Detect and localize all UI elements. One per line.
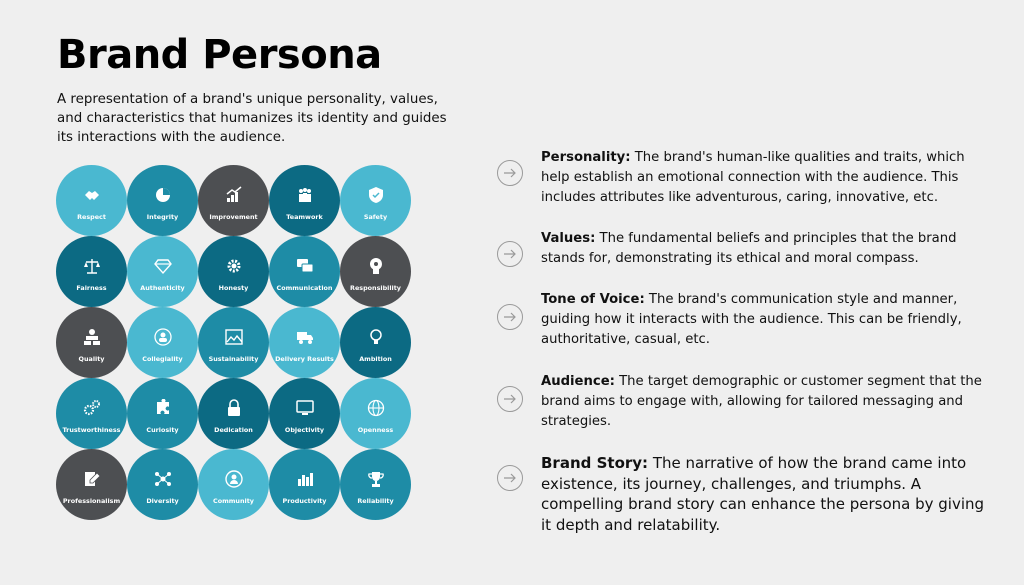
value-circle: [56, 449, 127, 520]
value-circle: [127, 449, 198, 520]
value-circle: [198, 449, 269, 520]
head-gear-icon: [367, 257, 385, 275]
value-label: Community: [213, 497, 254, 505]
arrow-right-icon: [497, 465, 523, 491]
definition-text: Audience: The target demographic or customer segment that the brand aims to engage with, allowing for tailored messaging and strategies.: [541, 374, 982, 429]
value-circle: [198, 236, 269, 307]
value-label: Teamwork: [286, 213, 323, 221]
value-circle: [269, 449, 340, 520]
value-label: Safety: [363, 213, 388, 221]
definition-text: Personality: The brand's human-like qualities and traits, which help establish an emotional connection with the audience. This includes attributes like adventurous, caring, innovative, etc.: [541, 150, 965, 205]
value-label: Respect: [77, 213, 106, 221]
value-label: Openness: [357, 426, 394, 434]
value-label: Ambition: [359, 355, 392, 363]
definition-term: Tone of Voice:: [541, 292, 645, 307]
monitor-icon: [296, 399, 314, 417]
landscape-icon: [225, 328, 243, 346]
value-label: Collegiality: [142, 355, 183, 363]
team-icon: [296, 186, 314, 204]
diamond-icon: [154, 257, 172, 275]
value-label: Communication: [276, 284, 333, 292]
bar-chart-icon: [296, 470, 314, 488]
definition-text: Brand Story: The narrative of how the brand came into existence, its journey, challenges, and triumphs. A compelling brand story can enhance the persona by giving it depth and relatability.: [541, 454, 985, 534]
value-label: Productivity: [282, 497, 327, 505]
page-title: Brand Persona: [57, 32, 382, 78]
person-podium-icon: [83, 328, 101, 346]
people-circle-icon: [154, 328, 172, 346]
value-label: Curiosity: [146, 426, 179, 434]
arrow-right-icon: [497, 304, 523, 330]
arrow-right-icon: [497, 241, 523, 267]
value-circle: [198, 378, 269, 449]
value-label: Diversity: [146, 497, 179, 505]
definition-text: Tone of Voice: The brand's communication style and manner, guiding how it interacts with the audience. This can be friendly, authoritative, casual, etc.: [541, 292, 962, 347]
value-circle: [56, 307, 127, 378]
value-label: Sustainability: [208, 355, 259, 363]
page-subtitle: A representation of a brand's unique personality, values, and characteristics that humanizes its identity and guides its interactions with the audience.: [57, 92, 447, 145]
value-circle: [340, 236, 411, 307]
definition-term: Brand Story:: [541, 454, 649, 472]
value-circle: [269, 165, 340, 236]
value-label: Fairness: [76, 284, 107, 292]
scales-icon: [83, 257, 101, 275]
definition-term: Values:: [541, 231, 596, 246]
puzzle-icon: [154, 399, 172, 417]
value-circle: [198, 307, 269, 378]
gears-icon: [83, 399, 101, 417]
value-label: Dedication: [214, 426, 253, 434]
truck-icon: [296, 328, 314, 346]
value-label: Improvement: [209, 213, 258, 221]
value-label: Objectivity: [284, 426, 325, 434]
value-circle: [127, 165, 198, 236]
lock-icon: [225, 399, 243, 417]
value-circle: [127, 378, 198, 449]
chat-icon: [296, 257, 314, 275]
growth-chart-icon: [225, 186, 243, 204]
value-label: Honesty: [218, 284, 249, 292]
value-circle: [269, 236, 340, 307]
trophy-icon: [367, 470, 385, 488]
value-circle: [127, 307, 198, 378]
value-circle: [340, 307, 411, 378]
value-circle: [269, 378, 340, 449]
value-label: Reliability: [357, 497, 394, 505]
value-label: Delivery Results: [275, 355, 334, 363]
value-circle: [56, 378, 127, 449]
value-circle: [198, 165, 269, 236]
definition-term: Personality:: [541, 150, 631, 165]
value-label: Trustworthiness: [62, 426, 121, 434]
value-label: Quality: [78, 355, 105, 363]
lightbulb-icon: [367, 328, 385, 346]
value-circle: [56, 236, 127, 307]
network-icon: [154, 470, 172, 488]
value-circle: [340, 378, 411, 449]
value-circle: [340, 449, 411, 520]
handshake-icon: [83, 186, 101, 204]
document-pen-icon: [83, 470, 101, 488]
value-label: Professionalism: [62, 497, 121, 505]
pie-chart-icon: [154, 186, 172, 204]
shield-icon: [367, 186, 385, 204]
arrow-right-icon: [497, 386, 523, 412]
definition-text: Values: The fundamental beliefs and principles that the brand stands for, demonstrating its ethical and moral compass.: [541, 231, 957, 266]
arrow-right-icon: [497, 160, 523, 186]
person-circle-icon: [225, 470, 243, 488]
gear-icon: [225, 257, 243, 275]
value-circle: [269, 307, 340, 378]
value-label: Authenticity: [140, 284, 185, 292]
value-circle: [340, 165, 411, 236]
globe-icon: [367, 399, 385, 417]
value-label: Integrity: [146, 213, 179, 221]
value-circle: [127, 236, 198, 307]
value-label: Responsibility: [350, 284, 401, 292]
values-grid: [56, 165, 414, 523]
value-circle: [56, 165, 127, 236]
definition-term: Audience:: [541, 374, 615, 389]
